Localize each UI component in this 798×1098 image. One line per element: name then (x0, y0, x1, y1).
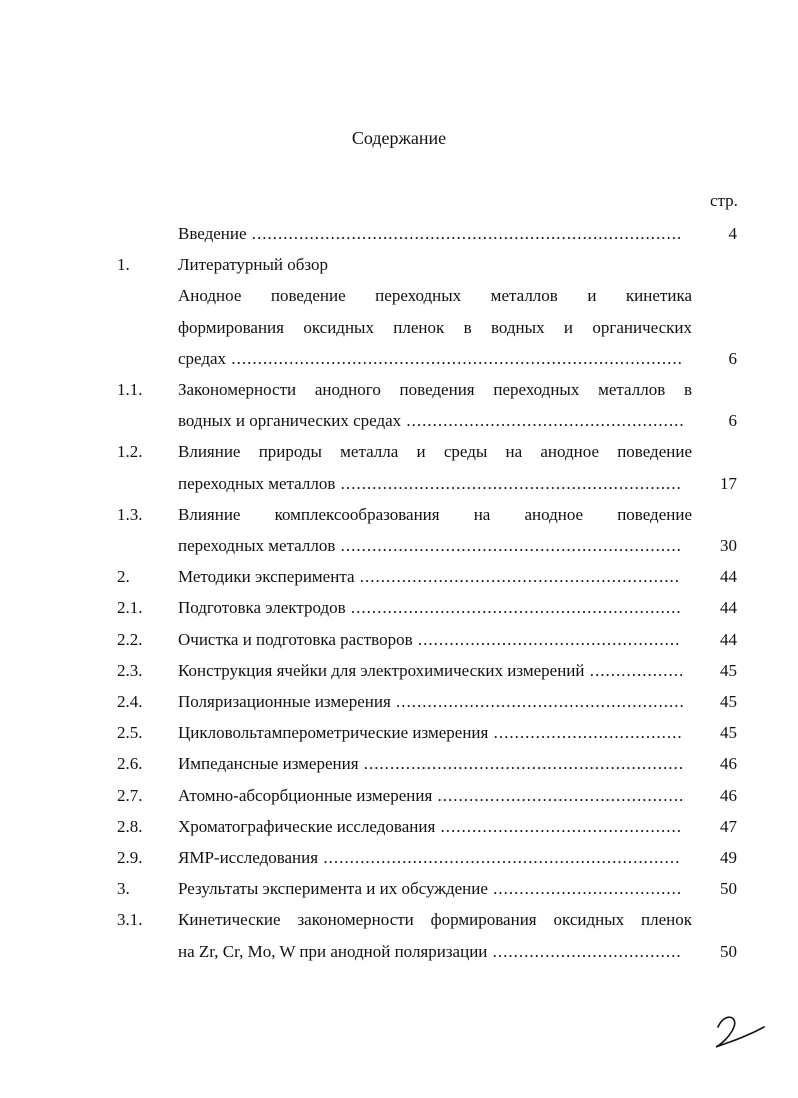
dot-leader: .................................................................................. (246, 224, 683, 243)
toc-page-number: 17 (720, 474, 737, 493)
toc-page-number: 45 (720, 692, 737, 711)
toc-line (0, 721, 798, 745)
dot-leader: .............................................. (435, 817, 683, 836)
toc-entry-number: 1. (117, 255, 130, 274)
toc-entry-text: Поляризационные измерения ....................................................... (178, 692, 685, 711)
dot-leader: ................................................................. (335, 536, 682, 555)
toc-entry-number: 2.7. (117, 786, 143, 805)
dot-leader: ............................................................. (358, 754, 685, 773)
toc-line (0, 877, 798, 901)
toc-entry-text: Импедансные измерения ............................................................. (178, 754, 685, 773)
toc-entry-number: 2.4. (117, 692, 143, 711)
dot-leader: .................................................. (412, 630, 681, 649)
dot-leader: .................. (584, 661, 685, 680)
toc-page-number: 47 (720, 817, 737, 836)
toc-page-number: 44 (720, 567, 737, 586)
toc-entry-text: Методики эксперимента ............................................................. (178, 567, 681, 586)
toc-entry-text: Кинетические закономерности формирования оксидных пленок (178, 910, 692, 929)
toc-page-number: 6 (728, 349, 737, 368)
toc-line (0, 222, 798, 246)
toc-entry-number: 2.9. (117, 848, 143, 867)
toc-entry-text: ЯМР-исследования .................................................................... (178, 848, 681, 867)
dot-leader: ............................................................. (354, 567, 681, 586)
toc-page-number: 6 (728, 411, 737, 430)
toc-line (0, 503, 798, 527)
toc-entry-number: 1.1. (117, 380, 143, 399)
toc-entry-text: водных и органических средах ..................................................... (178, 411, 685, 430)
toc-entry-text: средах ...................................................................................... (178, 349, 683, 368)
toc-line (0, 253, 798, 277)
toc-line (0, 596, 798, 620)
toc-entry-number: 2.1. (117, 598, 143, 617)
toc-line (0, 815, 798, 839)
toc-entry-text: Результаты эксперимента и их обсуждение .................................... (178, 879, 683, 898)
toc-page-number: 45 (720, 723, 737, 742)
dot-leader: ...................................................................................... (226, 349, 683, 368)
toc-page-number: 44 (720, 598, 737, 617)
toc-line (0, 940, 798, 964)
toc-entry-number: 1.2. (117, 442, 143, 461)
toc-line (0, 784, 798, 808)
page-column-label: стр. (710, 191, 738, 210)
signature-mark (712, 1005, 768, 1051)
toc-line (0, 565, 798, 589)
toc-line (0, 846, 798, 870)
toc-entry-text: Литературный обзор (178, 255, 329, 274)
toc-page-number: 49 (720, 848, 737, 867)
toc-entry-text: Атомно-абсорбционные измерения ............................................... (178, 786, 685, 805)
toc-line (0, 659, 798, 683)
toc-entry-text: переходных металлов ................................................................. (178, 536, 682, 555)
toc-entry-number: 1.3. (117, 505, 143, 524)
dot-leader: ..................................................... (401, 411, 685, 430)
toc-page-number: 46 (720, 754, 737, 773)
dot-leader: .................................... (488, 723, 683, 742)
toc-entry-number: 2.3. (117, 661, 143, 680)
toc-entry-text: Подготовка электродов ............................................................... (178, 598, 682, 617)
toc-line (0, 378, 798, 402)
toc-entry-text: формирования оксидных пленок в водных и органических (178, 318, 692, 337)
toc-entry-number: 2.8. (117, 817, 143, 836)
toc-line (0, 316, 798, 340)
toc-entry-text: Очистка и подготовка растворов .................................................. (178, 630, 681, 649)
toc-entry-text: Введение .................................................................................. (178, 224, 683, 243)
toc-page-number: 50 (720, 879, 737, 898)
dot-leader: ....................................................... (390, 692, 685, 711)
toc-page-number: 4 (728, 224, 737, 243)
toc-line (0, 409, 798, 433)
toc-page-number: 45 (720, 661, 737, 680)
toc-entry-text: Цикловольтамперометрические измерения .................................... (178, 723, 683, 742)
toc-entry-text: Анодное поведение переходных металлов и кинетика (178, 286, 692, 305)
toc-entry-number: 2.6. (117, 754, 143, 773)
dot-leader: .................................... (487, 942, 682, 961)
toc-entry-number: 3.1. (117, 910, 143, 929)
toc-line (0, 284, 798, 308)
toc-entry-text: Хроматографические исследования .............................................. (178, 817, 683, 836)
toc-entry-text: переходных металлов ................................................................. (178, 474, 682, 493)
toc-entry-number: 2. (117, 567, 130, 586)
toc-entry-text: на Zr, Cr, Mo, W при анодной поляризации .................................... (178, 942, 682, 961)
toc-entry-text: Влияние природы металла и среды на анодное поведение (178, 442, 692, 461)
toc-line (0, 628, 798, 652)
toc-line (0, 752, 798, 776)
toc-entry-text: Закономерности анодного поведения переходных металлов в (178, 380, 692, 399)
toc-line (0, 472, 798, 496)
dot-leader: ............................................................... (345, 598, 682, 617)
toc-line (0, 690, 798, 714)
toc-entry-number: 2.2. (117, 630, 143, 649)
toc-page-number: 30 (720, 536, 737, 555)
toc-entry-text: Влияние комплексообразования на анодное поведение (178, 505, 692, 524)
toc-line (0, 908, 798, 932)
toc-line (0, 534, 798, 558)
toc-entry-number: 3. (117, 879, 130, 898)
toc-page-number: 46 (720, 786, 737, 805)
toc-entry-number: 2.5. (117, 723, 143, 742)
page-title: Содержание (351, 128, 447, 148)
toc-line (0, 347, 798, 371)
toc-entry-text: Конструкция ячейки для электрохимических измерений .................. (178, 661, 685, 680)
dot-leader: .................................................................... (318, 848, 681, 867)
dot-leader: ................................................................. (335, 474, 682, 493)
toc-page-number: 44 (720, 630, 737, 649)
dot-leader: .................................... (487, 879, 683, 898)
dot-leader: ............................................... (432, 786, 685, 805)
toc-page-number: 50 (720, 942, 737, 961)
toc-line (0, 440, 798, 464)
